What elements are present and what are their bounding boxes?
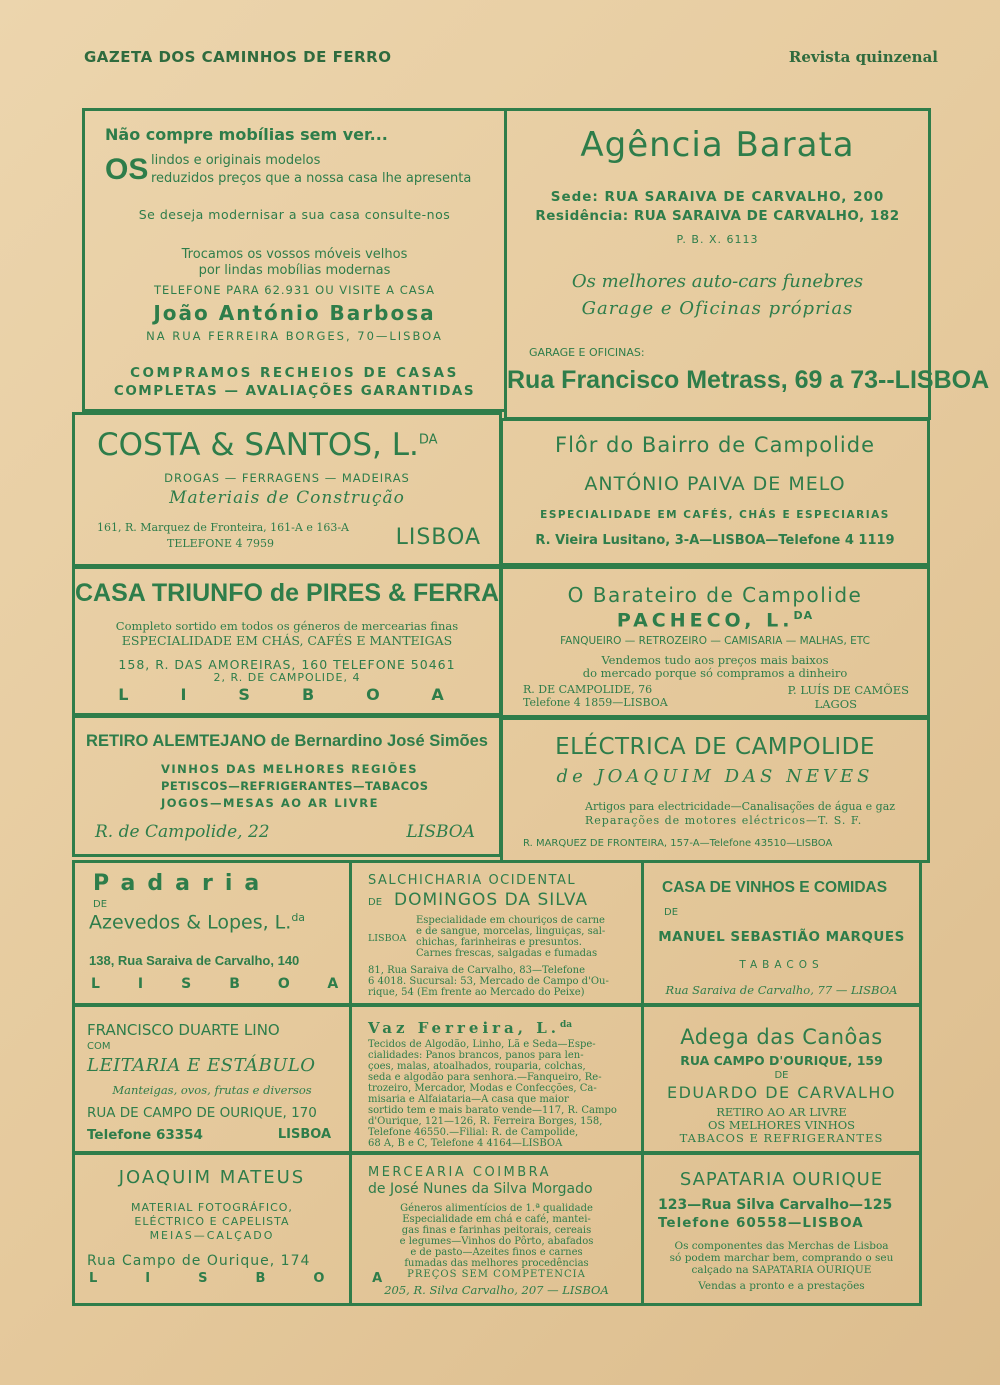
ad-address: 138, Rua Saraiva de Carvalho, 140 bbox=[89, 953, 300, 968]
ad-text: e legumes—Vinhos do Pôrto, abafados bbox=[399, 1236, 594, 1247]
running-header-subtitle: Revista quinzenal bbox=[788, 48, 938, 66]
ad-os: OS bbox=[105, 153, 149, 186]
ad-subtitle: de José Nunes da Silva Morgado bbox=[368, 1181, 593, 1197]
ad-line: P. B. X. 6113 bbox=[676, 233, 759, 246]
ad-title: SAPATARIA OURIQUE bbox=[679, 1169, 884, 1190]
ad-city: LISBOA bbox=[277, 1127, 331, 1142]
ad-mercearia-coimbra bbox=[349, 1152, 644, 1306]
ad-title: Agência Barata bbox=[580, 125, 855, 165]
ad-name: DOMINGOS DA SILVA bbox=[394, 890, 589, 910]
ad-mobilias bbox=[82, 108, 507, 412]
ad-adega-das-canoas bbox=[641, 1004, 922, 1154]
ad-title: ELÉCTRICA DE CAMPOLIDE bbox=[555, 734, 875, 760]
ad-name-text: PACHECO, L. bbox=[616, 609, 794, 632]
ad-text: Vendas a pronto e a prestações bbox=[698, 1280, 865, 1292]
ad-joaquim-mateus bbox=[72, 1152, 431, 1306]
ad-title bbox=[368, 1019, 572, 1037]
ad-line: DE bbox=[664, 907, 679, 918]
ad-vaz-ferreira bbox=[349, 1004, 644, 1154]
ad-text: misaria e Alfaiataria—A casa que maior bbox=[368, 1094, 569, 1105]
ad-line: MEIAS—CALÇADO bbox=[149, 1229, 275, 1242]
ad-sapataria-ourique bbox=[641, 1152, 922, 1306]
ad-line: Telefone 4 1859—LISBOA bbox=[523, 696, 668, 709]
ad-line: Artigos para electricidade—Canalisações de água e gaz bbox=[585, 800, 896, 813]
ad-text: trozeiro, Mercador, Modas e Confecções, Ca- bbox=[368, 1083, 597, 1094]
ad-line: FANQUEIRO — RETROZEIRO — CAMISARIA — MALHAS, ETC bbox=[560, 635, 870, 647]
ad-address: 205, R. Silva Carvalho, 207 — LISBOA bbox=[384, 1283, 609, 1297]
ad-headline: Não compre mobílias sem ver... bbox=[105, 125, 388, 144]
ad-text: d'Ourique, 121—126, R. Ferreira Borges, 158, bbox=[368, 1116, 603, 1127]
ad-text: calçado na SAPATARIA OURIQUE bbox=[691, 1264, 872, 1276]
ad-line: TELEFONE PARA 62.931 OU VISITE A CASA bbox=[154, 283, 435, 297]
ad-text: sortido tem e mais barato vende—117, R. Campo bbox=[368, 1105, 617, 1116]
running-header-title: GAZETA DOS CAMINHOS DE FERRO bbox=[84, 48, 392, 66]
ad-title: MERCEARIA COIMBRA bbox=[368, 1165, 552, 1180]
ad-name: EDUARDO DE CARVALHO bbox=[667, 1083, 896, 1102]
ad-line: R. DE CAMPOLIDE, 76 bbox=[523, 683, 653, 696]
ad-address: RUA DE CAMPO DE OURIQUE, 170 bbox=[87, 1105, 317, 1121]
ad-line: OS MELHORES VINHOS bbox=[707, 1118, 856, 1132]
ad-title: CASA DE VINHOS E COMIDAS bbox=[662, 879, 888, 896]
ad-line: Telefone 60558—LISBOA bbox=[658, 1215, 864, 1231]
ad-name: João António Barbosa bbox=[153, 301, 436, 325]
ad-line: RETIRO AO AR LIVRE bbox=[716, 1105, 847, 1119]
ad-address: R. de Campolide, 22 bbox=[95, 822, 270, 842]
ad-title: O Barateiro de Campolide bbox=[567, 583, 863, 607]
ad-address: NA RUA FERREIRA BORGES, 70—LISBOA bbox=[146, 329, 443, 343]
ad-city: LISBOA bbox=[91, 976, 377, 992]
ad-line: FRANCISCO DUARTE LINO bbox=[87, 1021, 280, 1039]
ad-name-text: Azevedos & Lopes, L. bbox=[89, 911, 292, 934]
ad-line: P. LUÍS DE CAMÕES bbox=[787, 683, 909, 697]
ad-city: LISBOA bbox=[368, 933, 407, 944]
ad-title-text: COSTA & SANTOS, L. bbox=[97, 427, 419, 463]
ad-text: rique, 54 (Em frente ao Mercado do Peixe) bbox=[368, 987, 585, 998]
ad-line: DE bbox=[368, 897, 383, 908]
ad-line: 158, R. DAS AMOREIRAS, 160 TELEFONE 50461 bbox=[118, 657, 456, 672]
ad-name-sup: da bbox=[291, 911, 306, 924]
ad-city: LISBOA bbox=[406, 822, 475, 842]
ad-title: RETIRO ALEMTEJANO de Bernardino José Simões bbox=[86, 732, 488, 750]
ad-costa-santos bbox=[72, 412, 502, 567]
ad-city: LISBOA bbox=[89, 1271, 431, 1286]
ad-line: Os melhores auto-cars funebres bbox=[571, 271, 864, 292]
ad-address: R. Vieira Lusitano, 3-A—LISBOA—Telefone 4 1119 bbox=[535, 533, 895, 548]
ad-text: Carnes frescas, salgadas e fumadas bbox=[416, 948, 598, 959]
ad-text: Especialidade em chouriços de carne bbox=[416, 915, 605, 926]
ad-title-sup: DA bbox=[418, 432, 438, 448]
ad-line: PETISCOS—REFRIGERANTES—TABACOS bbox=[161, 779, 429, 793]
ad-text: e de pasto—Azeites finos e carnes bbox=[410, 1247, 583, 1258]
ad-text: só podem marchar bem, comprando o seu bbox=[669, 1252, 894, 1264]
ad-title: JOAQUIM MATEUS bbox=[118, 1167, 306, 1188]
ad-text: Géneros alimentícios de 1.ª qualidade bbox=[400, 1203, 593, 1214]
ad-agencia-barata bbox=[504, 108, 990, 420]
ad-line: Reparações de motores eléctricos—T. S. F. bbox=[585, 814, 863, 827]
ad-electrica-campolide bbox=[500, 715, 930, 863]
ad-line: 123—Rua Silva Carvalho—125 bbox=[658, 1197, 893, 1213]
ad-line: JOGOS—MESAS AO AR LIVRE bbox=[161, 796, 379, 810]
ad-line: Completo sortido em todos os géneros de mercearias finas bbox=[115, 619, 459, 633]
ad-text: 81, Rua Saraiva de Carvalho, 83—Telefone bbox=[368, 965, 585, 976]
ad-line: DE bbox=[774, 1070, 789, 1081]
ad-text: seda e algodão para senhora.—Fanqueiro, Re- bbox=[368, 1072, 602, 1083]
ad-salchicharia bbox=[349, 860, 644, 1006]
ad-address: Rua Campo de Ourique, 174 bbox=[87, 1253, 311, 1269]
ad-line: 2, R. DE CAMPOLIDE, 4 bbox=[213, 671, 361, 684]
ad-text: 68 A, B e C, Telefone 4 4164—LISBOA bbox=[368, 1138, 563, 1149]
ad-padaria bbox=[72, 860, 377, 1006]
ad-line: COMPRAMOS RECHEIOS DE CASAS bbox=[130, 365, 459, 381]
ad-name-sup: DA bbox=[793, 609, 814, 622]
ad-text: fumadas das melhores procedências bbox=[404, 1258, 589, 1269]
ad-text: chichas, farinheiras e presuntos. bbox=[416, 937, 582, 948]
ad-text: e de sangue, morcelas, linguiças, sal- bbox=[416, 926, 606, 937]
ad-line: Manteigas, ovos, frutas e diversos bbox=[112, 1083, 312, 1097]
ad-address: Rua Saraiva de Carvalho, 77 — LISBOA bbox=[665, 983, 898, 997]
ad-text: Os componentes das Merchas de Lisboa bbox=[674, 1240, 889, 1252]
ad-flor-do-bairro bbox=[500, 418, 930, 566]
ad-text: PREÇOS SEM COMPETENCIA bbox=[407, 1269, 586, 1280]
ad-line: ESPECIALIDADE EM CAFÉS, CHÁS E ESPECIARIAS bbox=[540, 509, 890, 521]
ad-line: LAGOS bbox=[814, 697, 857, 711]
ad-text: cialidades: Panos brancos, panos para len- bbox=[368, 1050, 584, 1061]
ad-name bbox=[503, 609, 927, 631]
ad-line: COMPLETAS — AVALIAÇÕES GARANTIDAS bbox=[113, 383, 476, 399]
ad-name: ANTÓNIO PAIVA DE MELO bbox=[584, 473, 846, 495]
ad-line: TELEFONE 4 7959 bbox=[167, 537, 274, 550]
ad-line: ELÉCTRICO E CAPELISTA bbox=[134, 1215, 290, 1228]
ad-line: reduzidos preços que a nossa casa lhe apresenta bbox=[151, 171, 472, 186]
ad-title-text: Vaz Ferreira, L. bbox=[368, 1019, 560, 1037]
ad-line: lindos e originais modelos bbox=[151, 153, 321, 168]
ad-title-sup: da bbox=[559, 1020, 573, 1030]
ad-line: Materiais de Construção bbox=[169, 488, 405, 508]
ad-title: LEITARIA E ESTÁBULO bbox=[87, 1055, 316, 1076]
ad-casa-de-vinhos bbox=[641, 860, 922, 1006]
ad-line: Se deseja modernisar a sua casa consulte-nos bbox=[138, 207, 451, 222]
ad-text: çoes, malas, atoalhados, rouparia, colchas, bbox=[368, 1061, 586, 1072]
ad-line: GARAGE E OFICINAS: bbox=[529, 346, 645, 359]
ad-name bbox=[89, 911, 305, 933]
ad-text: 6 4018. Sucursal: 53, Mercado de Campo d'Ou- bbox=[368, 976, 609, 987]
ad-title: Flôr do Bairro de Campolide bbox=[554, 433, 875, 457]
ad-line: VINHOS DAS MELHORES REGIÕES bbox=[161, 762, 419, 776]
ad-line: TABACOS bbox=[739, 959, 824, 971]
ad-line: Trocamos os vossos móveis velhos bbox=[181, 247, 408, 262]
ad-line: SALCHICHARIA OCIDENTAL bbox=[368, 873, 577, 888]
ad-phone: Telefone 63354 bbox=[87, 1127, 203, 1143]
ad-city: LISBOA bbox=[118, 685, 496, 704]
ad-line: do mercado porque só compramos a dinheiro bbox=[582, 666, 848, 680]
ad-city: LISBOA bbox=[395, 525, 481, 550]
ad-text: Tecidos de Algodão, Linho, Lã e Seda—Espe- bbox=[368, 1039, 596, 1050]
ad-line: Vendemos tudo aos preços mais baixos bbox=[601, 653, 829, 667]
ad-line: Sede: RUA SARAIVA DE CARVALHO, 200 bbox=[550, 189, 885, 205]
ad-line: MATERIAL FOTOGRÁFICO, bbox=[131, 1201, 293, 1214]
ad-line: COM bbox=[87, 1041, 111, 1052]
ad-barateiro bbox=[500, 566, 930, 720]
ad-line: ESPECIALIDADE EM CHÁS, CAFÉS E MANTEIGAS bbox=[121, 633, 453, 648]
ad-line: DROGAS — FERRAGENS — MADEIRAS bbox=[164, 471, 410, 485]
ad-subtitle: de JOAQUIM DAS NEVES bbox=[556, 766, 874, 787]
ad-title bbox=[97, 427, 438, 463]
ad-line: DE bbox=[93, 899, 108, 910]
ad-line: Garage e Oficinas próprias bbox=[581, 298, 854, 319]
ad-line: TABACOS E REFRIGERANTES bbox=[679, 1131, 884, 1145]
ad-retiro-alemtejano bbox=[72, 715, 502, 857]
ad-text: Telefone 46550.—Filial: R. de Campolide, bbox=[368, 1127, 579, 1138]
ad-text: gas finas e farinhas peitorais, cereais bbox=[401, 1225, 592, 1236]
ad-title: Padaria bbox=[93, 871, 272, 896]
ad-title: CASA TRIUNFO de PIRES & FERRA bbox=[75, 579, 500, 607]
ad-line: RUA CAMPO D'OURIQUE, 159 bbox=[680, 1053, 883, 1068]
ad-text: Especialidade em chá e café, mantei- bbox=[402, 1214, 591, 1225]
ad-title: Adega das Canôas bbox=[680, 1025, 883, 1049]
ad-line: Residência: RUA SARAIVA DE CARVALHO, 182 bbox=[535, 208, 900, 224]
ad-address: R. MARQUEZ DE FRONTEIRA, 157-A—Telefone 43510—LISBOA bbox=[523, 838, 833, 849]
ad-duarte-lino bbox=[72, 1004, 352, 1154]
ad-address: Rua Francisco Metrass, 69 a 73--LISBOA bbox=[507, 366, 990, 394]
ad-line: por lindas mobílias modernas bbox=[198, 263, 391, 278]
ad-casa-triunfo bbox=[72, 566, 502, 716]
ad-line: 161, R. Marquez de Fronteira, 161-A e 163-A bbox=[97, 521, 349, 534]
ad-name: MANUEL SEBASTIÃO MARQUES bbox=[658, 929, 905, 945]
